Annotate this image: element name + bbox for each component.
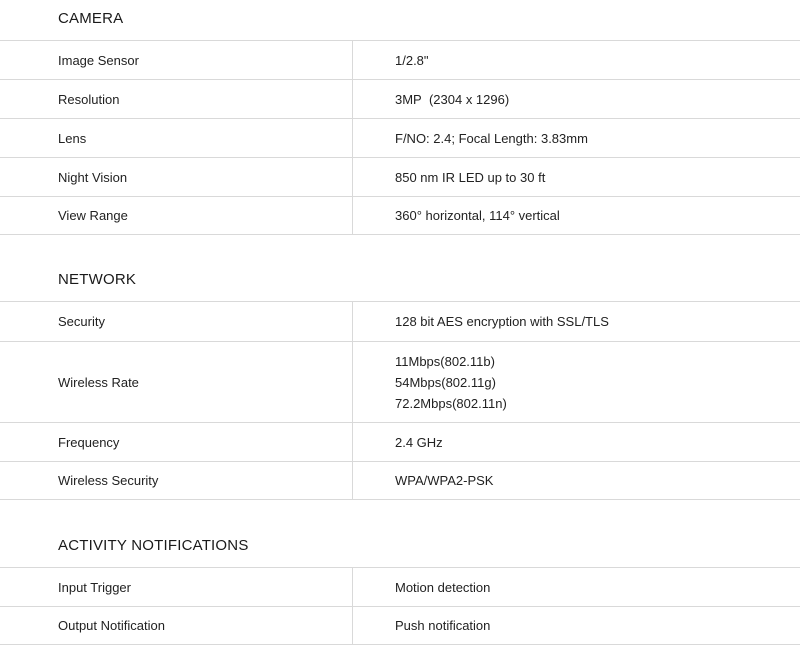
row-value (395, 342, 800, 422)
section-title-network: NETWORK (58, 271, 137, 288)
row-value (395, 568, 800, 606)
row-label: Night Vision (58, 169, 128, 185)
table-row (0, 301, 800, 341)
row-value-line: 1/2.8" (395, 52, 429, 68)
table-row (0, 422, 800, 461)
row-value-line: 2.4 GHz (395, 434, 443, 450)
table-row (0, 79, 800, 118)
table-row (0, 118, 800, 157)
column-divider (352, 568, 353, 606)
row-value (395, 423, 800, 461)
row-label: Lens (58, 130, 87, 146)
row-value (395, 462, 800, 499)
row-label: Frequency (58, 434, 120, 450)
table-row (0, 341, 800, 422)
row-label: Input Trigger (58, 579, 131, 595)
row-label: Wireless Security (58, 473, 159, 488)
table-row (0, 567, 800, 606)
table-row (0, 606, 800, 645)
row-value (395, 197, 800, 234)
table-row (0, 461, 800, 500)
row-value (395, 80, 800, 118)
row-value (395, 158, 800, 196)
column-divider (352, 41, 353, 79)
table-row (0, 40, 800, 79)
row-value-line: Push notification (395, 618, 491, 633)
column-divider (352, 423, 353, 461)
row-value-line: 128 bit AES encryption with SSL/TLS (395, 314, 609, 329)
row-value-line: 850 nm IR LED up to 30 ft (395, 169, 546, 185)
row-value (395, 41, 800, 79)
row-value-line: F/NO: 2.4; Focal Length: 3.83mm (395, 130, 588, 146)
row-label: Resolution (58, 91, 120, 107)
row-value-line: 360° horizontal, 114° vertical (395, 208, 560, 223)
table-row (0, 196, 800, 235)
row-label: Security (58, 314, 105, 329)
section-title-camera: CAMERA (58, 10, 124, 27)
column-divider (352, 80, 353, 118)
row-value-line: WPA/WPA2-PSK (395, 473, 494, 488)
column-divider (352, 342, 353, 422)
row-value-line: 54Mbps(802.11g) (395, 374, 496, 390)
column-divider (352, 462, 353, 499)
column-divider (352, 607, 353, 644)
row-label: View Range (58, 208, 128, 223)
row-value (395, 302, 800, 341)
row-value-line: 72.2Mbps(802.11n) (395, 395, 507, 411)
column-divider (352, 302, 353, 341)
column-divider (352, 119, 353, 157)
row-label: Image Sensor (58, 52, 139, 68)
row-value-line: 11Mbps(802.11b) (395, 353, 495, 369)
row-value-line: Motion detection (395, 579, 491, 595)
row-value (395, 607, 800, 644)
row-value-line: 3MP (2304 x 1296) (395, 91, 510, 107)
row-label: Wireless Rate (58, 374, 139, 390)
row-value (395, 119, 800, 157)
row-label: Output Notification (58, 618, 165, 633)
table-row (0, 157, 800, 196)
column-divider (352, 158, 353, 196)
section-title-activity-notifications: ACTIVITY NOTIFICATIONS (58, 537, 249, 554)
column-divider (352, 197, 353, 234)
